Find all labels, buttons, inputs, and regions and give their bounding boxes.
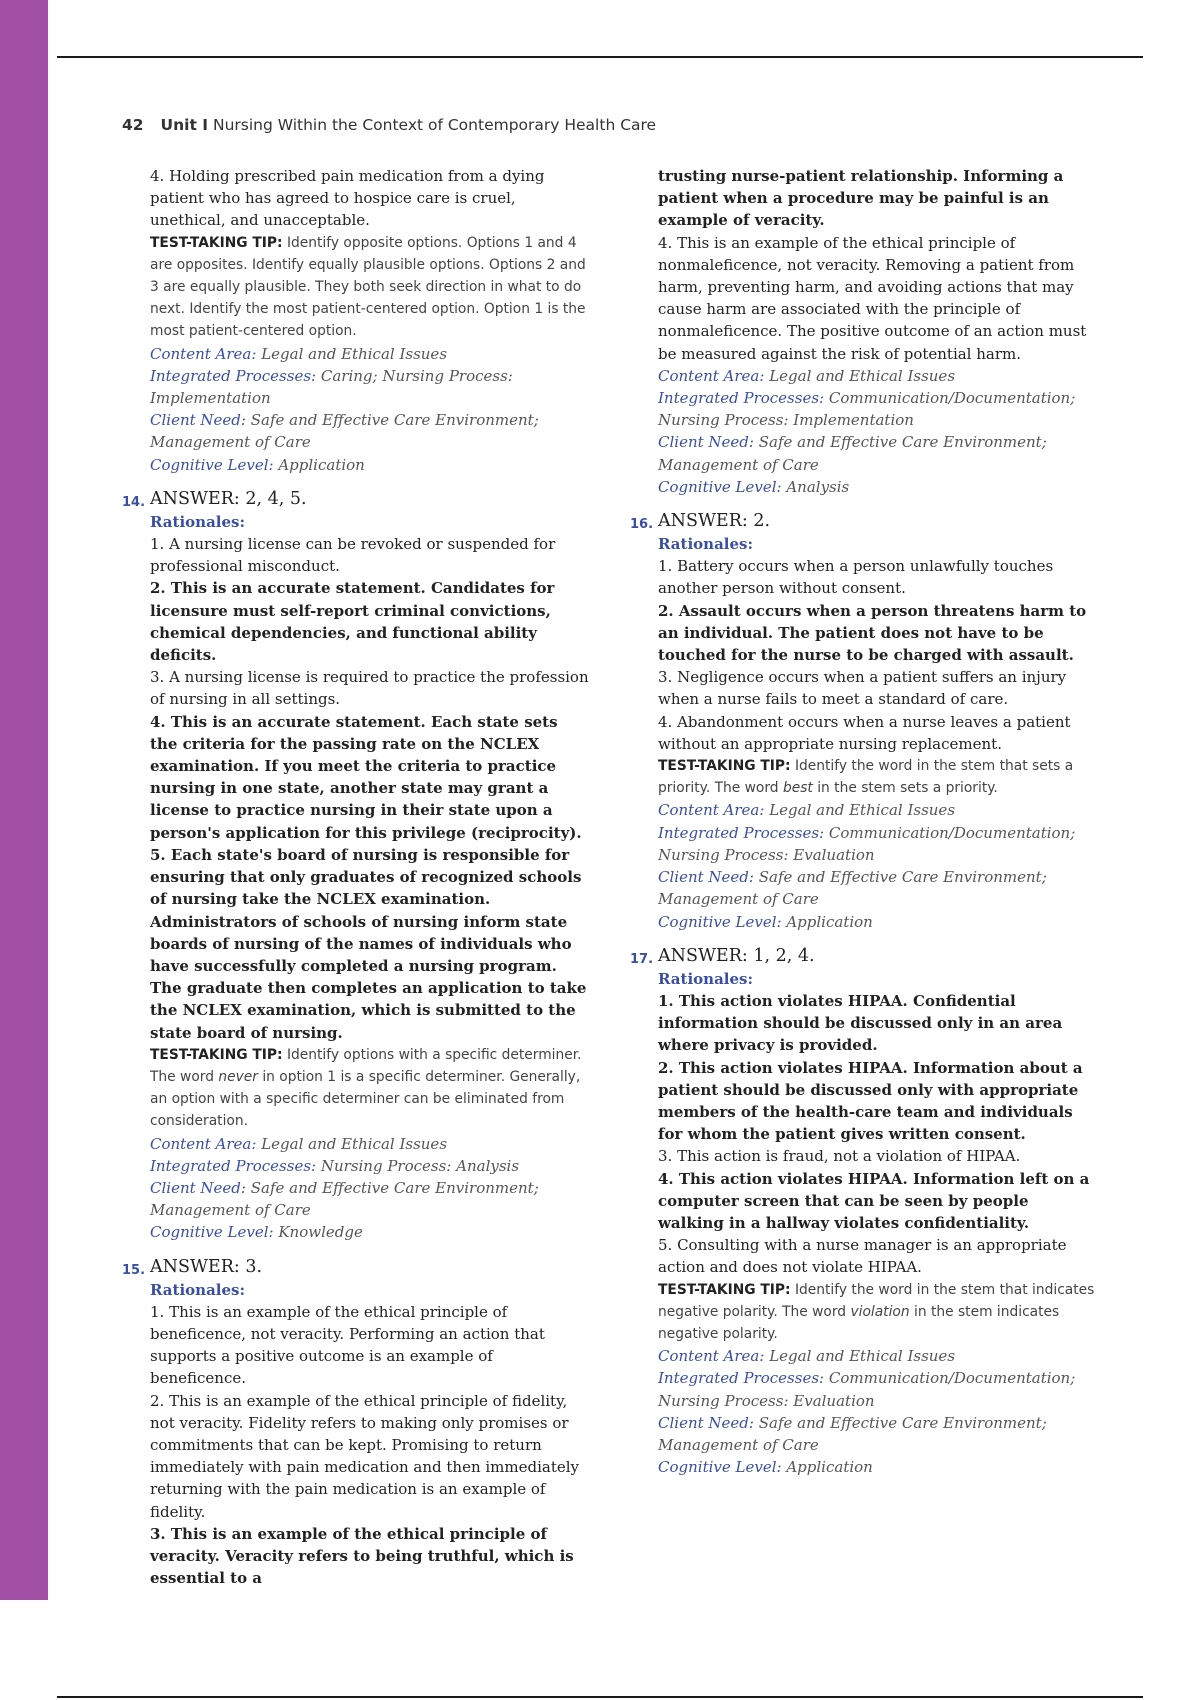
- tip-label: TEST-TAKING TIP:: [658, 1281, 791, 1298]
- meta-key: Content Area:: [658, 801, 765, 820]
- meta-key: Client Need:: [658, 868, 754, 887]
- meta-key: Cognitive Level:: [150, 1223, 274, 1242]
- answer-line: ANSWER: 1, 2, 4.: [658, 945, 815, 966]
- content-area: [658, 799, 1098, 821]
- tip-text: in the stem indicates negative polarity.: [658, 1303, 1060, 1342]
- tip-text: Identify the word in the stem that indicates negative polarity. The word: [658, 1281, 1095, 1320]
- client-need: [658, 866, 1098, 910]
- left-column: [122, 165, 590, 1589]
- test-taking-tip: [658, 1279, 1098, 1346]
- integrated-processes: [150, 1155, 590, 1177]
- answer-line: ANSWER: 3.: [150, 1256, 263, 1277]
- cognitive-level: [658, 476, 1098, 498]
- rationale: 1. A nursing license can be revoked or suspended for professional misconduct.: [150, 535, 556, 576]
- meta-key: Integrated Processes:: [150, 1156, 317, 1175]
- rationale: 2. This is an example of the ethical principle of fidelity, not veracity. Fidelity refers to making only promises or commitments that can be kept. Promising to return immediately with pain medication and then immediately returning with the pain medication is an example of fidelity.: [150, 1391, 580, 1521]
- tip-label: TEST-TAKING TIP:: [150, 234, 283, 251]
- meta-value: Caring; Nursing Process: Implementation: [150, 366, 513, 408]
- question-15-answer: [122, 1256, 590, 1279]
- tip-label: TEST-TAKING TIP:: [150, 1046, 283, 1063]
- meta-value: Safe and Effective Care Environment; Management of Care: [658, 433, 1047, 474]
- rationale-correct: 2. This is an accurate statement. Candidates for licensure must self-report criminal convictions, chemical dependencies, and functional ability deficits.: [150, 579, 555, 665]
- integrated-processes: [658, 822, 1098, 866]
- question-number: 14.: [122, 494, 146, 510]
- unit-label: Unit I: [160, 116, 209, 134]
- meta-key: Client Need:: [150, 1178, 246, 1197]
- tip-text: Identify opposite options. Options 1 and 4 are opposites. Identify equally plausible options. Options 2 and 3 are equally plausible. They both seek direction in what to do next. Identify the most patient-centered option. Option 1 is the most patient-centered option.: [150, 234, 586, 340]
- unit-title: Nursing Within the Context of Contemporary Health Care: [212, 116, 657, 134]
- rationale-correct: trusting nurse-patient relationship. Informing a patient when a procedure may be painful is an example of veracity.: [658, 167, 1064, 230]
- content-area: [150, 343, 590, 365]
- question-number: 17.: [630, 951, 654, 967]
- rationale-correct: 4. This action violates HIPAA. Information left on a computer screen that can be seen by people walking in a hallway violates confidentiality.: [658, 1169, 1090, 1232]
- rationale-correct: 3. This is an example of the ethical principle of veracity. Veracity refers to being truthful, which is essential to a: [150, 1524, 574, 1588]
- meta-key: Cognitive Level:: [658, 912, 782, 931]
- rationales-heading: Rationales:: [150, 1280, 246, 1299]
- client-need: [150, 409, 590, 453]
- meta-key: Content Area:: [658, 366, 765, 385]
- meta-key: Client Need:: [658, 1413, 754, 1432]
- right-column: [630, 165, 1098, 1478]
- meta-value: Safe and Effective Care Environment; Management of Care: [658, 868, 1047, 909]
- rationale: 4. Holding prescribed pain medication from a dying patient who has agreed to hospice care is cruel, unethical, and unacceptable.: [150, 167, 545, 230]
- meta-value: Knowledge: [278, 1223, 363, 1242]
- meta-key: Cognitive Level:: [150, 455, 274, 474]
- meta-key: Integrated Processes:: [658, 823, 825, 842]
- meta-value: Communication/Documentation; Nursing Process: Implementation: [658, 389, 1076, 430]
- rationale: 3. A nursing license is required to practice the profession of nursing in all settings.: [150, 668, 589, 709]
- meta-key: Integrated Processes:: [658, 389, 825, 408]
- question-14-answer: [122, 488, 590, 511]
- tip-emphasis: never: [218, 1068, 258, 1085]
- question-number: 16.: [630, 517, 654, 533]
- bottom-rule: [57, 1696, 1143, 1698]
- test-taking-tip: [150, 1044, 590, 1133]
- answer-line: ANSWER: 2.: [658, 511, 771, 532]
- answer-line: ANSWER: 2, 4, 5.: [150, 488, 307, 509]
- meta-value: Application: [786, 1458, 873, 1477]
- rationale: 1. This is an example of the ethical principle of beneficence, not veracity. Performing an action that supports a positive outcome is an example of beneficence.: [150, 1302, 545, 1388]
- cognitive-level: [658, 1456, 1098, 1478]
- meta-value: Legal and Ethical Issues: [769, 1347, 956, 1366]
- rationales-heading: Rationales:: [658, 535, 754, 554]
- rationale: 3. Negligence occurs when a patient suffers an injury when a nurse fails to meet a standard of care.: [658, 668, 1067, 709]
- integrated-processes: [658, 387, 1098, 431]
- rationales-heading: Rationales:: [150, 512, 246, 531]
- meta-value: Legal and Ethical Issues: [261, 344, 448, 363]
- question-17-answer: [630, 945, 1098, 968]
- meta-value: Legal and Ethical Issues: [769, 801, 956, 820]
- rationale: 4. This is an example of the ethical principle of nonmaleficence, not veracity. Removing a patient from harm, preventing harm, and avoiding actions that may cause harm are associated with the principle of nonmaleficence. The positive outcome of an action must be measured against the risk of potential harm.: [658, 233, 1087, 363]
- rationale: 1. Battery occurs when a person unlawfully touches another person without consent.: [658, 557, 1054, 598]
- meta-value: Communication/Documentation; Nursing Process: Evaluation: [658, 823, 1076, 864]
- content-area: [658, 365, 1098, 387]
- meta-key: Cognitive Level:: [658, 477, 782, 496]
- meta-value: Nursing Process: Analysis: [320, 1156, 520, 1175]
- tip-label: TEST-TAKING TIP:: [658, 758, 791, 775]
- meta-value: Communication/Documentation; Nursing Process: Evaluation: [658, 1369, 1076, 1410]
- rationale: 4. Abandonment occurs when a nurse leaves a patient without an appropriate nursing replacement.: [658, 712, 1071, 753]
- meta-value: Legal and Ethical Issues: [261, 1134, 448, 1153]
- rationale-correct: 1. This action violates HIPAA. Confidential information should be discussed only in an area where privacy is provided.: [658, 991, 1063, 1055]
- tip-text: Identify the word in the stem that sets a priority. The word: [658, 758, 1074, 797]
- meta-key: Content Area:: [150, 1134, 257, 1153]
- tip-emphasis: violation: [850, 1303, 910, 1320]
- meta-key: Integrated Processes:: [150, 366, 317, 385]
- rationale-correct: 5. Each state's board of nursing is responsible for ensuring that only graduates of recognized schools of nursing take the NCLEX examination. Administrators of schools of nursing inform state boards of nursing of the names of individuals who have successfully completed a nursing program. The graduate then completes an application to take the NCLEX examination, which is submitted to the state board of nursing.: [150, 845, 587, 1042]
- tip-text: in option 1 is a specific determiner. Generally, an option with a specific determiner can be eliminated from consideration.: [150, 1068, 581, 1130]
- client-need: [658, 431, 1098, 475]
- rationale-correct: 2. Assault occurs when a person threatens harm to an individual. The patient does not have to be touched for the nurse to be charged with assault.: [658, 601, 1087, 665]
- meta-value: Legal and Ethical Issues: [769, 366, 956, 385]
- cognitive-level: [150, 1221, 590, 1243]
- meta-value: Analysis: [786, 477, 850, 496]
- rationale-correct: 2. This action violates HIPAA. Information about a patient should be discussed only with appropriate members of the health-care team and individuals for whom the patient gives written consent.: [658, 1058, 1083, 1144]
- rationale-correct: 4. This is an accurate statement. Each state sets the criteria for the passing rate on the NCLEX examination. If you meet the criteria to practice nursing in one state, another state may grant a license to practice nursing in their state upon a person's application for this privilege (reciprocity).: [150, 712, 582, 842]
- meta-value: Application: [278, 455, 365, 474]
- tip-text: Identify options with a specific determiner. The word: [150, 1046, 582, 1085]
- cognitive-level: [658, 911, 1098, 933]
- meta-key: Integrated Processes:: [658, 1369, 825, 1388]
- meta-key: Client Need:: [658, 433, 754, 452]
- top-rule: [57, 56, 1143, 58]
- tip-text: in the stem sets a priority.: [817, 780, 998, 797]
- meta-key: Content Area:: [658, 1347, 765, 1366]
- integrated-processes: [150, 365, 590, 409]
- meta-key: Cognitive Level:: [658, 1458, 782, 1477]
- meta-value: Application: [786, 912, 873, 931]
- question-16-answer: [630, 510, 1098, 533]
- question-number: 15.: [122, 1262, 146, 1278]
- meta-value: Safe and Effective Care Environment; Management of Care: [150, 1178, 539, 1220]
- test-taking-tip: [658, 755, 1098, 799]
- rationales-heading: Rationales:: [658, 969, 754, 988]
- tip-emphasis: best: [782, 780, 813, 797]
- chapter-side-tab: [0, 0, 48, 1600]
- rationale: 5. Consulting with a nurse manager is an appropriate action and does not violate HIPAA.: [658, 1236, 1067, 1277]
- client-need: [658, 1412, 1098, 1456]
- test-taking-tip: [150, 232, 590, 343]
- meta-value: Safe and Effective Care Environment; Management of Care: [658, 1413, 1047, 1454]
- content-area: [658, 1345, 1098, 1367]
- meta-value: Safe and Effective Care Environment; Management of Care: [150, 411, 539, 452]
- page-number: 42: [122, 116, 144, 134]
- rationale: 3. This action is fraud, not a violation of HIPAA.: [658, 1147, 1021, 1166]
- client-need: [150, 1177, 590, 1221]
- meta-key: Content Area:: [150, 344, 257, 363]
- cognitive-level: [150, 454, 590, 476]
- meta-key: Client Need:: [150, 411, 246, 430]
- content-area: [150, 1133, 590, 1155]
- integrated-processes: [658, 1367, 1098, 1411]
- running-header: [122, 116, 656, 134]
